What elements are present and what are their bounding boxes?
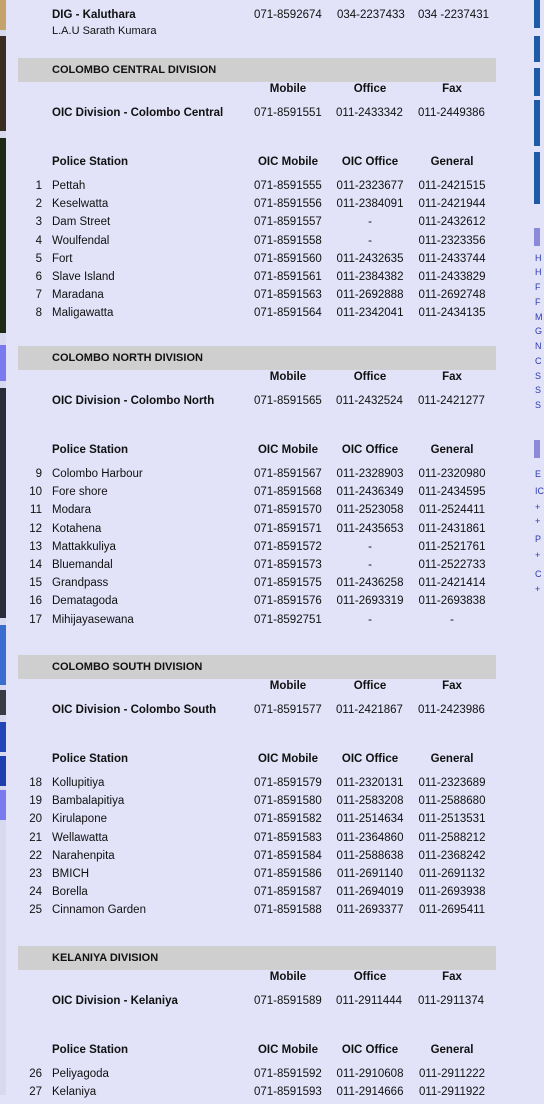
station-office: 011-2436258 [336,577,404,590]
table-row [18,468,496,486]
station-general: 011-2433829 [418,271,486,283]
table-row [18,1068,496,1086]
sidebar-link[interactable]: H [535,253,542,263]
oic-office: 011-2421867 [336,704,403,716]
sidebar-link[interactable]: + [535,550,541,560]
station-mobile: 071-8591556 [254,198,322,211]
station-general: 011-2320980 [418,468,486,480]
station-mobile: 071-8591570 [254,504,322,517]
col-fax: Fax [442,971,462,983]
station-number: 6 [35,271,42,283]
oic-fax: 011-2421277 [418,395,485,407]
station-number: 17 [29,613,42,626]
col-office: Office [353,83,387,95]
dig-mobile: 071-8592674 [254,9,322,21]
station-name: Peliyagoda [52,1068,109,1080]
station-number: 12 [29,522,42,535]
station-number: 15 [29,577,42,590]
station-office: 011-2523058 [336,504,404,517]
division-header [18,655,496,679]
left-sidebar-strip [0,0,6,1095]
table-row [18,886,496,904]
station-name: Fore shore [52,486,108,499]
sidebar-link[interactable]: IC [535,486,544,496]
sidebar-link[interactable]: F [535,282,541,292]
station-office: - [368,216,372,229]
division-header [18,58,496,82]
station-number: 9 [35,468,42,480]
oic-office: 011-2432524 [336,395,403,407]
table-row [18,216,496,234]
station-general: 011-2421414 [418,577,486,590]
right-sidebar-strip [534,0,544,1095]
table-row [18,614,496,632]
station-office: - [368,559,372,571]
station-office: 011-2693377 [336,904,404,917]
station-general: 011-2434595 [418,486,486,499]
station-number: 16 [29,595,42,608]
station-mobile: 071-8591564 [254,307,322,320]
station-name: Cinnamon Garden [52,904,146,917]
station-name: Dam Street [52,216,111,229]
thumbnail[interactable] [0,0,6,30]
station-number: 25 [29,904,42,917]
table-row [18,777,496,795]
col-police-station: Police Station [52,156,129,168]
station-general: - [450,613,454,626]
col-police-station: Police Station [52,444,129,456]
station-name: Keselwatta [52,198,109,211]
station-office: 011-2328903 [336,468,404,480]
oic-column-headers [18,680,496,698]
station-mobile: 071-8591572 [254,540,322,553]
station-mobile: 071-8591583 [254,831,322,844]
station-general: 011-2323356 [418,234,486,247]
station-mobile: 071-8591586 [254,868,322,880]
station-general: 011-2911222 [418,1068,486,1080]
sidebar-tab[interactable] [534,440,540,458]
station-general: 011-2431861 [418,522,486,535]
thumbnail[interactable] [0,345,6,381]
station-mobile: 071-8591592 [254,1068,322,1080]
station-general: 011-2432612 [418,216,486,229]
sidebar-banner[interactable] [534,36,540,62]
table-row [18,307,496,325]
col-oic-office: OIC Office [341,156,399,168]
sidebar-link[interactable]: + [535,584,541,594]
table-row [18,850,496,868]
station-mobile: 071-8591573 [254,559,322,571]
station-number: 10 [29,486,42,499]
station-name: Pettah [52,180,86,192]
table-row [18,235,496,253]
table-row [18,559,496,577]
station-office: 011-2910608 [336,1068,404,1080]
station-mobile: 071-8591555 [254,180,322,192]
division-title: KELANIYA DIVISION [52,952,159,964]
station-office: 011-2694019 [336,886,404,899]
table-row [18,813,496,831]
col-mobile: Mobile [269,971,307,983]
station-name: Slave Island [52,271,115,283]
thumbnail[interactable] [0,625,6,685]
station-office: - [368,540,372,553]
station-mobile: 071-8591584 [254,849,322,862]
sidebar-banner[interactable] [534,100,540,146]
station-name: Narahenpita [52,849,115,862]
station-office: 011-2435653 [336,522,404,535]
station-number: 13 [29,540,42,553]
station-name: Fort [52,252,73,265]
division-header [18,946,496,970]
station-general: 011-2588680 [418,795,486,808]
station-mobile: 071-8592751 [254,613,322,626]
station-office: - [368,613,372,626]
station-mobile: 071-8591587 [254,886,322,899]
thumbnail[interactable] [0,388,6,618]
station-general: 011-2421515 [418,180,486,192]
oic-name: OIC Division - Kelaniya [52,995,178,1007]
station-office: 011-2342041 [336,307,404,320]
col-fax: Fax [442,83,462,95]
station-column-headers [18,444,496,462]
station-name: Maradana [52,289,104,302]
station-column-headers [18,1044,496,1062]
col-oic-office: OIC Office [341,753,399,765]
station-number: 11 [30,504,42,517]
col-general: General [430,156,474,168]
station-number: 7 [35,289,42,302]
station-office: 011-2693319 [336,595,404,608]
station-number: 4 [35,234,42,247]
table-row [18,904,496,922]
thumbnail[interactable] [0,756,6,786]
station-general: 011-2691132 [418,868,486,880]
sidebar-link[interactable]: S [535,371,542,381]
station-general: 011-2368242 [418,849,486,862]
station-number: 27 [29,1086,42,1099]
oic-row [18,995,496,1013]
oic-office: 011-2433342 [336,107,403,119]
station-mobile: 071-8591576 [254,595,322,608]
directory-content [18,0,496,1099]
col-general: General [430,753,474,765]
table-row [18,289,496,307]
sidebar-link[interactable]: + [535,502,541,512]
station-mobile: 071-8591580 [254,795,322,808]
station-mobile: 071-8591588 [254,904,322,917]
station-number: 2 [35,198,42,211]
station-number: 21 [29,831,42,844]
station-mobile: 071-8591558 [254,234,322,247]
station-name: Kotahena [52,522,102,535]
table-row [18,523,496,541]
sidebar-link[interactable]: S [535,385,542,395]
division-title: COLOMBO SOUTH DIVISION [52,661,203,673]
station-office: 011-2364860 [336,831,404,844]
station-general: 011-2513531 [418,813,486,826]
station-column-headers [18,753,496,771]
oic-name: OIC Division - Colombo Central [52,107,224,119]
col-general: General [430,444,474,456]
station-number: 23 [29,868,42,880]
station-name: Colombo Harbour [52,468,143,480]
oic-row [18,395,496,413]
col-oic-mobile: OIC Mobile [257,1044,319,1056]
station-mobile: 071-8591575 [254,577,322,590]
station-number: 5 [35,252,42,265]
table-row [18,541,496,559]
oic-mobile: 071-8591551 [254,107,322,119]
oic-mobile: 071-8591589 [254,995,322,1007]
col-police-station: Police Station [52,1044,129,1056]
sidebar-link[interactable]: F [535,297,541,307]
sidebar-banner[interactable] [534,68,540,96]
station-general: 011-2522733 [418,559,486,571]
station-number: 3 [35,216,42,229]
table-row [18,486,496,504]
station-name: BMICH [52,868,90,880]
station-name: Bluemandal [52,559,113,571]
col-mobile: Mobile [269,83,307,95]
sidebar-banner[interactable] [534,152,540,204]
station-number: 24 [29,886,42,899]
station-mobile: 071-8591571 [254,522,322,535]
station-general: 011-2434135 [418,307,486,320]
col-office: Office [353,680,387,692]
sidebar-link[interactable]: M [535,312,543,322]
station-mobile: 071-8591563 [254,289,322,302]
sidebar-tab[interactable] [534,228,540,246]
station-mobile: 071-8591557 [254,216,322,229]
sidebar-link[interactable]: C [535,356,542,366]
sidebar-link[interactable]: C [535,569,542,579]
station-number: 26 [29,1068,42,1080]
station-general: 011-2323689 [418,777,486,789]
station-general: 011-2433744 [418,252,486,265]
station-general: 011-2911922 [418,1086,486,1099]
station-number: 22 [29,849,42,862]
station-office: 011-2514634 [336,813,404,826]
station-name: Maligawatta [52,307,114,320]
station-number: 14 [29,559,42,571]
station-mobile: 071-8591582 [254,813,322,826]
table-row [18,253,496,271]
station-name: Grandpass [52,577,109,590]
col-oic-mobile: OIC Mobile [257,444,319,456]
dig-title: DIG - Kaluthara [52,9,136,21]
division-header [18,346,496,370]
dig-name: L.A.U Sarath Kumara [52,25,157,37]
station-name: Kirulapone [52,813,107,826]
station-number: 1 [35,180,42,192]
oic-name: OIC Division - Colombo South [52,704,217,716]
station-mobile: 071-8591560 [254,252,322,265]
station-mobile: 071-8591568 [254,486,322,499]
station-name: Modara [52,504,91,517]
table-row [18,832,496,850]
station-name: Borella [52,886,88,899]
sidebar-link[interactable]: S [535,400,542,410]
station-name: Woulfendal [52,234,110,247]
sidebar-link[interactable]: H [535,267,542,277]
station-number: 18 [29,777,42,789]
table-row [18,504,496,522]
table-row [18,271,496,289]
station-name: Wellawatta [52,831,109,844]
station-name: Kelaniya [52,1086,97,1099]
col-fax: Fax [442,371,462,383]
station-office: 011-2323677 [336,180,404,192]
table-row [18,868,496,886]
station-name: Kollupitiya [52,777,105,789]
sidebar-link[interactable]: N [535,341,542,351]
station-office: 011-2384091 [336,198,404,211]
station-name: Bambalapitiya [52,795,125,808]
sidebar-banner[interactable] [534,0,540,28]
oic-fax: 011-2423986 [418,704,485,716]
table-row [18,1086,496,1104]
station-office: 011-2384382 [336,271,404,283]
station-mobile: 071-8591579 [254,777,322,789]
table-row [18,198,496,216]
oic-mobile: 071-8591577 [254,704,322,716]
oic-name: OIC Division - Colombo North [52,395,215,407]
station-general: 011-2524411 [418,504,486,517]
station-column-headers [18,156,496,174]
col-office: Office [353,971,387,983]
col-oic-office: OIC Office [341,444,399,456]
col-office: Office [353,371,387,383]
station-office: 011-2692888 [336,289,404,302]
station-general: 011-2521761 [418,540,486,553]
sidebar-link[interactable]: P [535,534,542,544]
division-title: COLOMBO CENTRAL DIVISION [52,64,217,76]
sidebar-link[interactable]: E [535,469,542,479]
station-office: 011-2583208 [336,795,404,808]
station-office: 011-2588638 [336,849,404,862]
station-general: 011-2421944 [418,198,486,211]
station-general: 011-2588212 [418,831,486,844]
col-police-station: Police Station [52,753,129,765]
col-mobile: Mobile [269,680,307,692]
col-oic-mobile: OIC Mobile [257,753,319,765]
col-fax: Fax [442,680,462,692]
col-oic-office: OIC Office [341,1044,399,1056]
station-office: 011-2691140 [336,868,404,880]
oic-column-headers [18,371,496,389]
station-mobile: 071-8591561 [254,271,322,283]
station-name: Mihijayasewana [52,613,134,626]
thumbnail[interactable] [0,722,6,752]
station-office: 011-2320131 [336,777,404,789]
station-general: 011-2692748 [418,289,486,302]
thumbnail[interactable] [0,36,6,131]
oic-fax: 011-2911374 [418,995,485,1007]
station-general: 011-2695411 [418,904,486,917]
station-number: 20 [29,813,42,826]
station-mobile: 071-8591593 [254,1086,322,1099]
thumbnail[interactable] [0,690,6,715]
station-general: 011-2693938 [418,886,486,899]
oic-row [18,704,496,722]
dig-fax: 034 -2237431 [418,9,489,21]
oic-office: 011-2911444 [336,995,403,1007]
station-number: 8 [35,307,42,320]
station-office: 011-2436349 [336,486,404,499]
table-row [18,595,496,613]
col-oic-mobile: OIC Mobile [257,156,319,168]
station-office: 011-2432635 [336,252,404,265]
station-office: - [368,234,372,247]
oic-row [18,107,496,125]
col-mobile: Mobile [269,371,307,383]
station-name: Mattakkuliya [52,540,116,553]
station-number: 19 [29,795,42,808]
oic-mobile: 071-8591565 [254,395,322,407]
thumbnail[interactable] [0,790,6,820]
oic-column-headers [18,83,496,101]
station-general: 011-2693838 [418,595,486,608]
sidebar-link[interactable]: + [535,516,541,526]
table-row [18,577,496,595]
station-office: 011-2914666 [336,1086,404,1099]
dig-office: 034-2237433 [337,9,405,21]
table-row [18,795,496,813]
division-title: COLOMBO NORTH DIVISION [52,352,203,364]
col-general: General [430,1044,474,1056]
station-name: Dematagoda [52,595,118,608]
oic-column-headers [18,971,496,989]
table-row [18,180,496,198]
station-mobile: 071-8591567 [254,468,322,480]
thumbnail[interactable] [0,138,6,333]
oic-fax: 011-2449386 [418,107,485,119]
sidebar-link[interactable]: G [535,326,543,336]
